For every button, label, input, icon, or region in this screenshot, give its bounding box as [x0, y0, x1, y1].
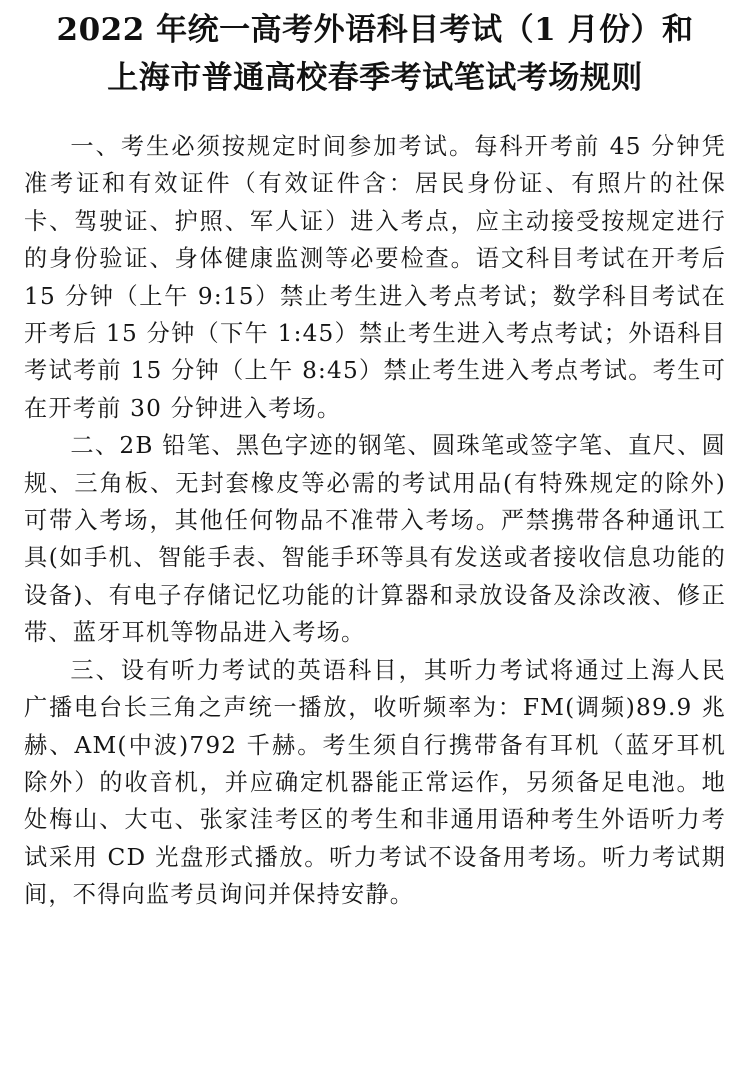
paragraph-3: 三、设有听力考试的英语科目，其听力考试将通过上海人民广播电台长三角之声统一播放，收听频率为：FM(调频)89.9 兆赫、AM(中波)792 千赫。考生须自行携带备有耳机（蓝牙耳机除外）的收音机，并应确定机器能正常运作，另须备足电池。地处梅山、大屯、张家洼考区的考生和非通用语种考生外语听力考试采用 CD 光盘形式播放。听力考试不设备用考场。听力考试期间，不得向监考员询问并保持安静。 — [24, 656, 726, 909]
title-line-2: 上海市普通高校春季考试笔试考场规则 — [107, 60, 643, 96]
paragraph-2: 二、2B 铅笔、黑色字迹的钢笔、圆珠笔或签字笔、直尺、圆规、三角板、无封套橡皮等必需的考试用品(有特殊规定的除外)可带入考场，其他任何物品不准带入考场。严禁携带各种通讯工具(如手机、智能手表、智能手环等具有发送或者接收信息功能的设备)、有电子存储记忆功能的计算器和录放设备及涂改液、修正带、蓝牙耳机等物品进入考场。 — [24, 432, 726, 647]
paragraph-1: 一、考生必须按规定时间参加考试。每科开考前 45 分钟凭准考证和有效证件（有效证件含：居民身份证、有照片的社保卡、驾驶证、护照、军人证）进入考点，应主动接受按规定进行的身份验证、身体健康监测等必要检查。语文科目考试在开考后 15 分钟（上午 9:15）禁止考生进入考点考试；数学科目考试在开考后 15 分钟（下午 1:45）禁止考生进入考点考试；外语科目考试考前 15 分钟（上午 8:45）禁止考生进入考点考试。考生可在开考前 30 分钟进入考场。 — [24, 133, 726, 422]
title-line-1: 2022 年统一高考外语科目考试（1 月份）和 — [56, 12, 694, 48]
document-title — [24, 6, 726, 102]
document-body — [24, 128, 726, 914]
